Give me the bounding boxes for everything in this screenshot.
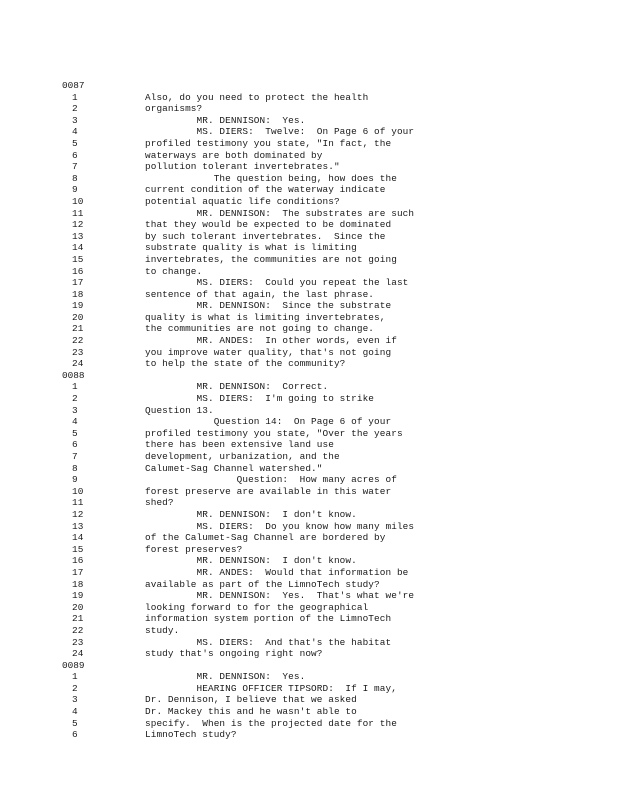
line-text: the communities are not going to change. bbox=[145, 323, 375, 335]
line-number: 23 bbox=[72, 346, 84, 358]
line-number: 3 bbox=[72, 404, 78, 416]
line-number: 9 bbox=[72, 474, 78, 486]
transcript-line bbox=[62, 671, 502, 683]
transcript-line bbox=[62, 706, 502, 718]
line-text: potential aquatic life conditions? bbox=[145, 195, 340, 207]
line-text: that they would be expected to be dominated bbox=[145, 219, 392, 231]
line-text: Dr. Dennison, I believe that we asked bbox=[145, 694, 357, 706]
line-number: 11 bbox=[72, 497, 84, 509]
line-text: forest preserve are available in this water bbox=[145, 485, 392, 497]
line-text: specify. When is the projected date for the bbox=[145, 717, 397, 729]
transcript-line bbox=[62, 335, 502, 347]
transcript-line bbox=[62, 625, 502, 637]
line-number: 15 bbox=[72, 543, 84, 555]
line-text: available as part of the LimnoTech study? bbox=[145, 578, 380, 590]
transcript-line bbox=[62, 196, 502, 208]
line-text: forest preserves? bbox=[145, 543, 243, 555]
page-marker bbox=[62, 80, 502, 92]
line-number: 4 bbox=[72, 416, 78, 428]
line-number: 21 bbox=[72, 613, 84, 625]
transcript-line bbox=[62, 184, 502, 196]
transcript-line bbox=[62, 532, 502, 544]
line-number: 16 bbox=[72, 555, 84, 567]
line-number: 15 bbox=[72, 253, 84, 265]
line-text: MR. ANDES: In other words, even if bbox=[145, 335, 397, 347]
transcript-line bbox=[62, 126, 502, 138]
transcript-line bbox=[62, 567, 502, 579]
transcript-line bbox=[62, 694, 502, 706]
line-text: of the Calumet-Sag Channel are bordered by bbox=[145, 532, 386, 544]
transcript-line bbox=[62, 486, 502, 498]
line-number: 2 bbox=[72, 393, 78, 405]
transcript-body bbox=[62, 80, 502, 741]
line-number: 5 bbox=[72, 717, 78, 729]
line-number: 12 bbox=[72, 219, 84, 231]
line-number: 7 bbox=[72, 161, 78, 173]
line-text: MR. DENNISON: The substrates are such bbox=[145, 207, 415, 219]
line-number: 6 bbox=[72, 439, 78, 451]
line-text: MR. DENNISON: Yes. bbox=[145, 114, 306, 126]
transcript-line bbox=[62, 161, 502, 173]
line-text: to help the state of the community? bbox=[145, 358, 346, 370]
transcript-line bbox=[62, 718, 502, 730]
line-text: waterways are both dominated by bbox=[145, 149, 323, 161]
line-number: 11 bbox=[72, 207, 84, 219]
line-number: 16 bbox=[72, 265, 84, 277]
transcript-line bbox=[62, 521, 502, 533]
line-text: MR. DENNISON: Since the substrate bbox=[145, 300, 392, 312]
line-number: 7 bbox=[72, 451, 78, 462]
line-text: MS. DIERS: Twelve: On Page 6 of your bbox=[145, 126, 415, 138]
line-text: MR. DENNISON: Yes. That's what we're bbox=[145, 590, 415, 602]
line-text: current condition of the waterway indicate bbox=[145, 184, 386, 196]
line-text: shed? bbox=[145, 497, 174, 509]
transcript-line bbox=[62, 579, 502, 591]
line-number: 23 bbox=[72, 636, 84, 648]
line-text: profiled testimony you state, "In fact, the bbox=[145, 137, 392, 149]
transcript-line bbox=[62, 451, 502, 463]
line-number: 10 bbox=[72, 485, 84, 497]
transcript-line bbox=[62, 277, 502, 289]
line-number: 13 bbox=[72, 520, 84, 532]
line-number: 4 bbox=[72, 706, 78, 718]
line-number: 22 bbox=[72, 335, 84, 347]
transcript-line bbox=[62, 358, 502, 370]
transcript-line bbox=[62, 254, 502, 266]
line-text: HEARING OFFICER TIPSORD: If I may, bbox=[145, 682, 397, 694]
line-text: study. bbox=[145, 624, 180, 636]
line-number: 4 bbox=[72, 126, 78, 138]
transcript-line bbox=[62, 683, 502, 695]
line-number: 18 bbox=[72, 578, 84, 590]
page-marker bbox=[62, 370, 502, 382]
page-number: 0088 bbox=[62, 369, 85, 381]
line-number: 17 bbox=[72, 277, 84, 289]
line-text: MS. DIERS: I'm going to strike bbox=[145, 393, 375, 405]
line-number: 6 bbox=[72, 149, 78, 161]
line-number: 19 bbox=[72, 300, 84, 312]
line-number: 5 bbox=[72, 427, 78, 439]
line-text: MR. DENNISON: Yes. bbox=[145, 671, 306, 683]
transcript-line bbox=[62, 613, 502, 625]
line-text: MR. DENNISON: Correct. bbox=[145, 381, 329, 393]
line-number: 5 bbox=[72, 137, 78, 149]
transcript-line bbox=[62, 544, 502, 556]
line-text: you improve water quality, that's not going bbox=[145, 346, 392, 358]
transcript-line bbox=[62, 509, 502, 521]
transcript-line bbox=[62, 602, 502, 614]
transcript-line bbox=[62, 416, 502, 428]
transcript-line bbox=[62, 428, 502, 440]
line-text: invertebrates, the communities are not going bbox=[145, 253, 397, 265]
transcript-line bbox=[62, 231, 502, 243]
line-number: 24 bbox=[72, 358, 84, 370]
line-text: quality is what is limiting invertebrates, bbox=[145, 311, 386, 323]
transcript-line bbox=[62, 439, 502, 451]
line-text: substrate quality is what is limiting bbox=[145, 242, 357, 254]
line-number: 20 bbox=[72, 311, 84, 323]
transcript-line bbox=[62, 242, 502, 254]
transcript-line bbox=[62, 323, 502, 335]
line-number: 1 bbox=[72, 91, 78, 103]
transcript-line bbox=[62, 300, 502, 312]
line-number: 2 bbox=[72, 103, 78, 115]
transcript-line bbox=[62, 312, 502, 324]
line-number: 10 bbox=[72, 195, 84, 207]
line-number: 22 bbox=[72, 624, 84, 636]
transcript-line bbox=[62, 138, 502, 150]
line-number: 12 bbox=[72, 508, 84, 520]
transcript-line bbox=[62, 729, 502, 741]
transcript-line bbox=[62, 405, 502, 417]
line-text: Question 14: On Page 6 of your bbox=[145, 416, 392, 428]
line-text: development, urbanization, and the bbox=[145, 451, 340, 462]
page-number: 0087 bbox=[62, 80, 85, 91]
line-text: MS. DIERS: Do you know how many miles bbox=[145, 520, 415, 532]
transcript-line bbox=[62, 555, 502, 567]
transcript-line bbox=[62, 381, 502, 393]
transcript-line bbox=[62, 393, 502, 405]
line-number: 17 bbox=[72, 566, 84, 578]
line-number: 6 bbox=[72, 729, 78, 741]
transcript-line bbox=[62, 173, 502, 185]
line-text: organisms? bbox=[145, 103, 203, 115]
transcript-line bbox=[62, 347, 502, 359]
transcript-line bbox=[62, 637, 502, 649]
transcript-line bbox=[62, 648, 502, 660]
line-text: there has been extensive land use bbox=[145, 439, 334, 451]
transcript-line bbox=[62, 208, 502, 220]
line-text: by such tolerant invertebrates. Since the bbox=[145, 230, 386, 242]
transcript-line bbox=[62, 474, 502, 486]
line-text: MR. ANDES: Would that information be bbox=[145, 566, 409, 578]
line-number: 8 bbox=[72, 462, 78, 474]
line-number: 21 bbox=[72, 323, 84, 335]
line-text: Calumet-Sag Channel watershed." bbox=[145, 462, 323, 474]
page-marker bbox=[62, 660, 502, 672]
line-number: 18 bbox=[72, 288, 84, 300]
line-number: 14 bbox=[72, 242, 84, 254]
line-text: sentence of that again, the last phrase. bbox=[145, 288, 375, 300]
transcript-line bbox=[62, 463, 502, 475]
transcript-line bbox=[62, 103, 502, 115]
transcript-line bbox=[62, 219, 502, 231]
line-text: Dr. Mackey this and he wasn't able to bbox=[145, 706, 357, 718]
line-number: 2 bbox=[72, 682, 78, 694]
line-text: LimnoTech study? bbox=[145, 729, 237, 741]
transcript-line bbox=[62, 150, 502, 162]
transcript-line bbox=[62, 590, 502, 602]
line-number: 1 bbox=[72, 381, 78, 393]
line-text: to change. bbox=[145, 265, 203, 277]
line-number: 8 bbox=[72, 172, 78, 184]
transcript-line bbox=[62, 115, 502, 127]
line-text: The question being, how does the bbox=[145, 172, 397, 184]
line-text: MS. DIERS: And that's the habitat bbox=[145, 636, 392, 648]
line-text: MR. DENNISON: I don't know. bbox=[145, 555, 357, 567]
transcript-line bbox=[62, 497, 502, 509]
line-number: 20 bbox=[72, 601, 84, 613]
line-number: 13 bbox=[72, 230, 84, 242]
line-text: MS. DIERS: Could you repeat the last bbox=[145, 277, 409, 289]
transcript-line bbox=[62, 289, 502, 301]
line-text: Question 13. bbox=[145, 404, 214, 416]
line-text: study that's ongoing right now? bbox=[145, 648, 323, 660]
line-text: information system portion of the LimnoTech bbox=[145, 613, 392, 625]
transcript-line bbox=[62, 92, 502, 104]
line-number: 3 bbox=[72, 114, 78, 126]
line-text: looking forward to for the geographical bbox=[145, 601, 369, 613]
line-text: pollution tolerant invertebrates." bbox=[145, 161, 340, 173]
line-text: Question: How many acres of bbox=[145, 474, 397, 486]
line-number: 14 bbox=[72, 532, 84, 544]
line-text: MR. DENNISON: I don't know. bbox=[145, 508, 357, 520]
line-text: profiled testimony you state, "Over the years bbox=[145, 427, 403, 439]
line-number: 1 bbox=[72, 671, 78, 683]
line-number: 19 bbox=[72, 590, 84, 602]
line-number: 24 bbox=[72, 648, 84, 660]
line-number: 3 bbox=[72, 694, 78, 706]
line-number: 9 bbox=[72, 184, 78, 196]
line-text: Also, do you need to protect the health bbox=[145, 91, 369, 103]
page-number: 0089 bbox=[62, 659, 85, 671]
transcript-line bbox=[62, 266, 502, 278]
